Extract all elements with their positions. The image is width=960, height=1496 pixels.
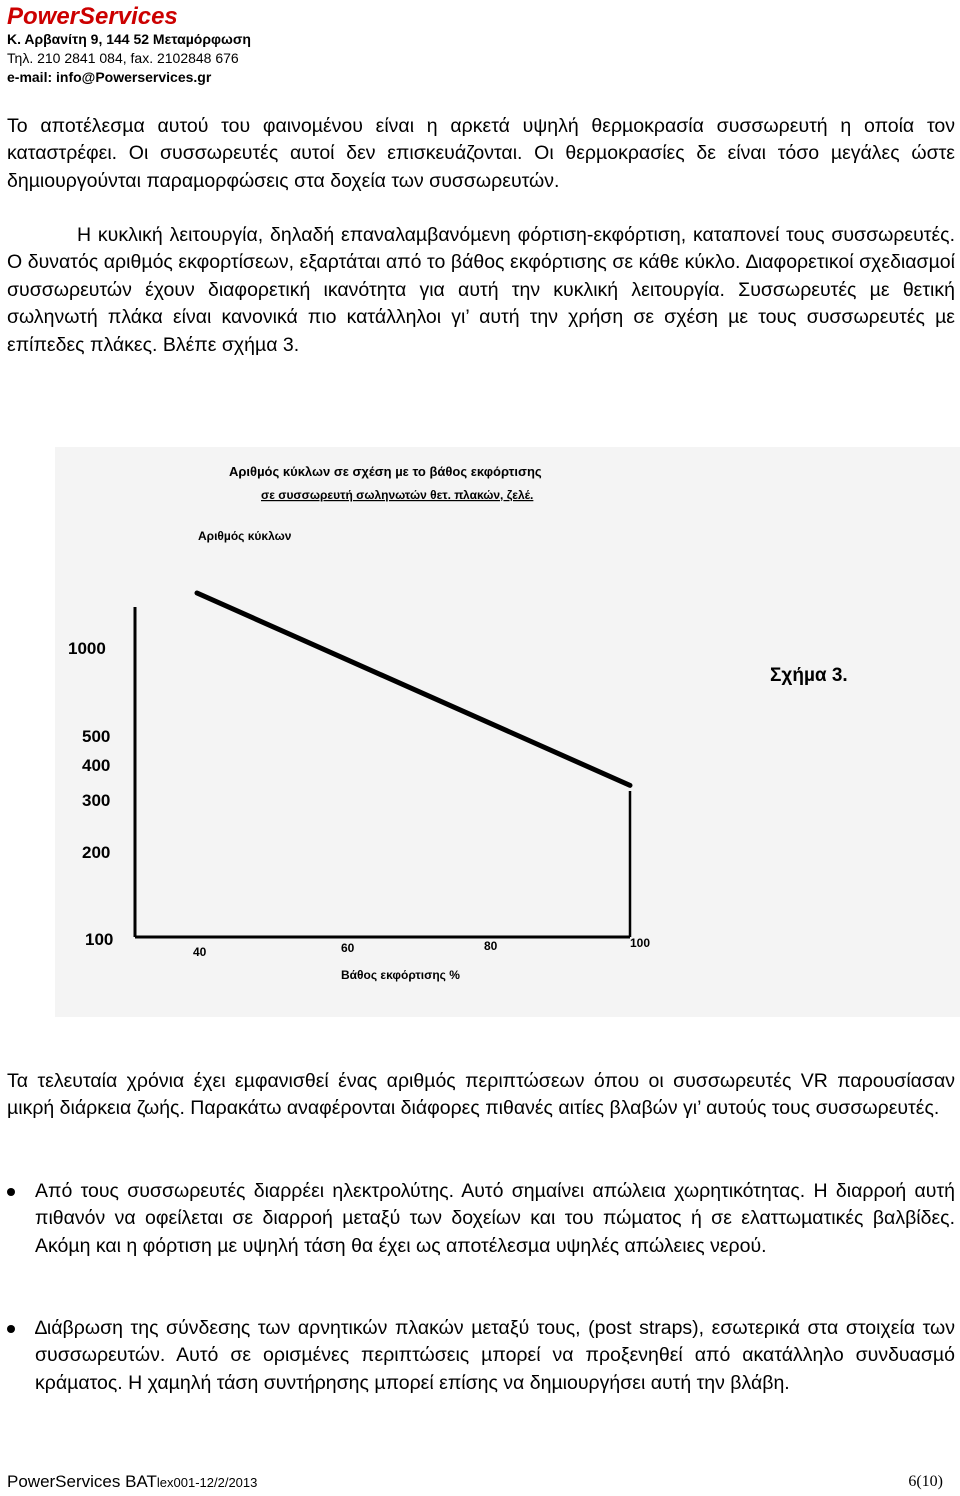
y-tick-200: 200 bbox=[82, 843, 111, 862]
bullet-item-2 bbox=[7, 1315, 955, 1397]
causes-bullet-list bbox=[7, 1178, 955, 1260]
chart-title-line2: σε συσσωρευτή σωληνωτών θετ. πλακών, ζελέ. bbox=[261, 488, 534, 502]
figure-caption: Σχήµα 3. bbox=[770, 665, 848, 686]
y-tick-500: 500 bbox=[82, 727, 111, 746]
y-tick-100: 100 bbox=[85, 930, 114, 949]
bullet-icon bbox=[7, 1325, 15, 1333]
x-tick-60: 60 bbox=[341, 941, 355, 955]
y-tick-400: 400 bbox=[82, 756, 111, 775]
paragraph-1: Το αποτέλεσµα αυτού του φαινοµένου είναι η αρκετά υψηλή θερµοκρασία συσσωρευτή η οποία τον καταστρέφει. Οι συσσωρευτές αυτοί δεν επισκευάζονται. Οι θερµοκρασίες δε είναι τόσο µεγάλες ώστε δηµιουργούνται παραµορφώσεις στα δοχεία των συσσωρευτών. bbox=[7, 115, 955, 192]
causes-bullet-list-2 bbox=[7, 1315, 955, 1397]
cycles-series-line bbox=[197, 593, 630, 785]
chart-title-line1: Αριθµός κύκλων σε σχέση µε το βάθος εκφόρτισης bbox=[229, 464, 542, 479]
x-tick-80: 80 bbox=[484, 939, 498, 953]
bullet-icon bbox=[7, 1188, 15, 1196]
footer-code: lex001-12/2/2013 bbox=[156, 1475, 258, 1490]
y-axis-label: Αριθµός κύκλων bbox=[198, 529, 292, 543]
paragraph-2: Η κυκλική λειτουργία, δηλαδή επαναλαµβανόµενη φόρτιση-εκφόρτιση, καταπονεί τους συσσωρευτές. Ο δυνατός αριθµός εκφορτίσεων, εξαρτάται από το βάθος εκφόρτισης σε κάθε κύκλο. ∆ιαφορετικοί σχεδιασµοί συσσωρευτών έχουν διαφορετική ικανότητα για αυτή την κυκλική λειτουργία. Συσσωρευτές µε θετική σωληνωτή πλάκα είναι κανονικά πιο κατάλληλοι γι’ αυτή την χρήση σε σχέση µε τους συσσωρευτές µε επίπεδες πλάκες. Βλέπε σχήµα 3. bbox=[7, 224, 955, 356]
footer-brand: PowerServices BAT bbox=[7, 1472, 157, 1491]
bullet-text-2: ∆ιάβρωση της σύνδεσης των αρνητικών πλακών µεταξύ τους, (post straps), εσωτερικά στα στοιχεία των συσσωρευτών. Αυτό σε ορισµένες περιπτώσεις µπορεί να προξενηθεί από ακατάλληλο συνδυασµό κράµατος. Η χαµηλή τάση συντήρησης µπορεί επίσης να δηµιουργήσει αυτή την βλάβη. bbox=[35, 1317, 955, 1394]
y-tick-300: 300 bbox=[82, 791, 111, 810]
cycles-vs-depth-chart bbox=[55, 447, 960, 1017]
x-tick-40: 40 bbox=[193, 945, 207, 959]
y-tick-1000: 1000 bbox=[68, 639, 106, 658]
page-number: 6(10) bbox=[908, 1473, 943, 1490]
x-tick-100: 100 bbox=[630, 936, 651, 950]
footer-left bbox=[7, 1471, 257, 1494]
brand-name: PowerServices bbox=[7, 3, 178, 30]
letterhead bbox=[7, 4, 251, 87]
email-line: e-mail: info@Powerservices.gr bbox=[7, 69, 212, 85]
bullet-item-1 bbox=[7, 1178, 955, 1260]
address-line: Κ. Αρβανίτη 9, 144 52 Μεταµόρφωση bbox=[7, 31, 251, 47]
bullet-text-1: Από τους συσσωρευτές διαρρέει ηλεκτρολύτης. Αυτό σηµαίνει απώλεια χωρητικότητας. Η διαρροή αυτή πιθανόν να οφείλεται σε διαρροή µεταξύ των δοχείων και του πώµατος ή σε ελαττωµατικές βαλβίδες. Ακόµη και η φόρτιση µε υψηλή τάση θα έχει ως αποτέλεσµα υψηλές απώλειες νερού. bbox=[35, 1180, 955, 1257]
phone-line: Τηλ. 210 2841 084, fax. 2102848 676 bbox=[7, 50, 239, 66]
paragraph-3: Τα τελευταία χρόνια έχει εµφανισθεί ένας αριθµός περιπτώσεων όπου οι συσσωρευτές VR παρουσίασαν µικρή διάρκεια ζωής. Παρακάτω αναφέρονται διάφορες πιθανές αιτίες βλαβών γι’ αυτούς τους συσσωρευτές. bbox=[7, 1070, 955, 1120]
figure-3 bbox=[55, 447, 960, 1017]
x-axis-label: Βάθος εκφόρτισης % bbox=[341, 968, 460, 982]
